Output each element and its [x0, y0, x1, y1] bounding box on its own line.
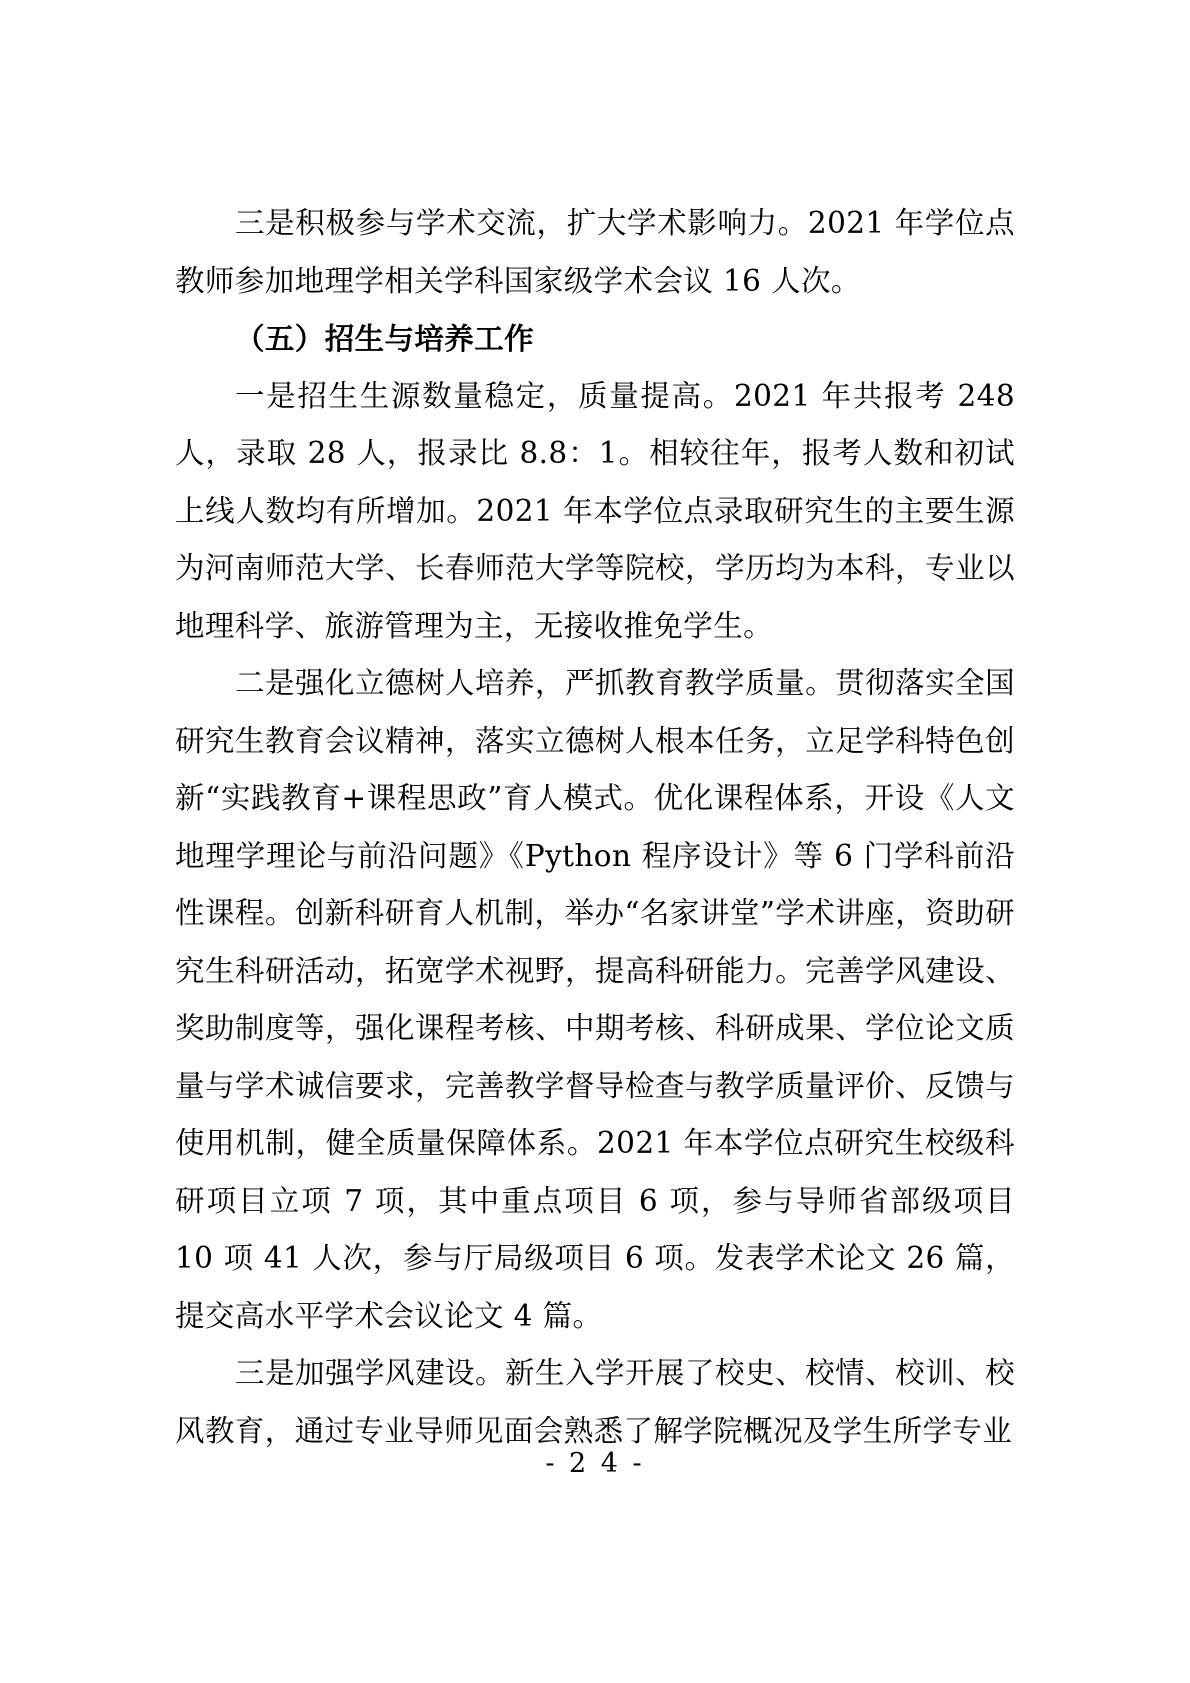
section-heading-enrollment-training: （五）招生与培养工作 [235, 321, 535, 356]
paragraph-enrollment-quality: 一是招生生源数量稳定，质量提高。2021 年共报考 248 人，录取 28 人，报录比 8.8：1。相较往年，报考人数和初试上线人数均有所增加。2021 年本学位点录取研究生的主要生源为河南师范大学、长春师范大学等院校，学历均为本科，专业以地理科学、旅游管理为主，无接收推免学生。 [175, 378, 1015, 643]
paragraph-academic-exchange: 三是积极参与学术交流，扩大学术影响力。2021 年学位点教师参加地理学相关学科国家级学术会议 16 人次。 [175, 206, 1015, 298]
document-body [175, 195, 1015, 1460]
paragraph-academic-style-construction: 三是加强学风建设。新生入学开展了校史、校情、校训、校风教育，通过专业导师见面会熟悉了解学院概况及学生所学专业 [175, 1356, 1015, 1448]
paragraph-moral-education-quality: 二是强化立德树人培养，严抓教育教学质量。贯彻落实全国研究生教育会议精神，落实立德树人根本任务，立足学科特色创新“实践教育+课程思政”育人模式。优化课程体系，开设《人文地理学理论与前沿问题》《Python 程序设计》等 6 门学科前沿性课程。创新科研育人机制，举办“名家讲堂”学术讲座，资助研究生科研活动，拓宽学术视野，提高科研能力。完善学风建设、奖助制度等，强化课程考核、中期考核、科研成果、学位论文质量与学术诚信要求，完善教学督导检查与教学质量评价、反馈与使用机制，健全质量保障体系。2021 年本学位点研究生校级科研项目立项 7 项，其中重点项目 6 项，参与导师省部级项目 10 项 41 人次，参与厅局级项目 6 项。发表学术论文 26 篇，提交高水平学术会议论文 4 篇。 [175, 666, 1015, 1333]
page-number: - 2 4 - [545, 1448, 645, 1479]
